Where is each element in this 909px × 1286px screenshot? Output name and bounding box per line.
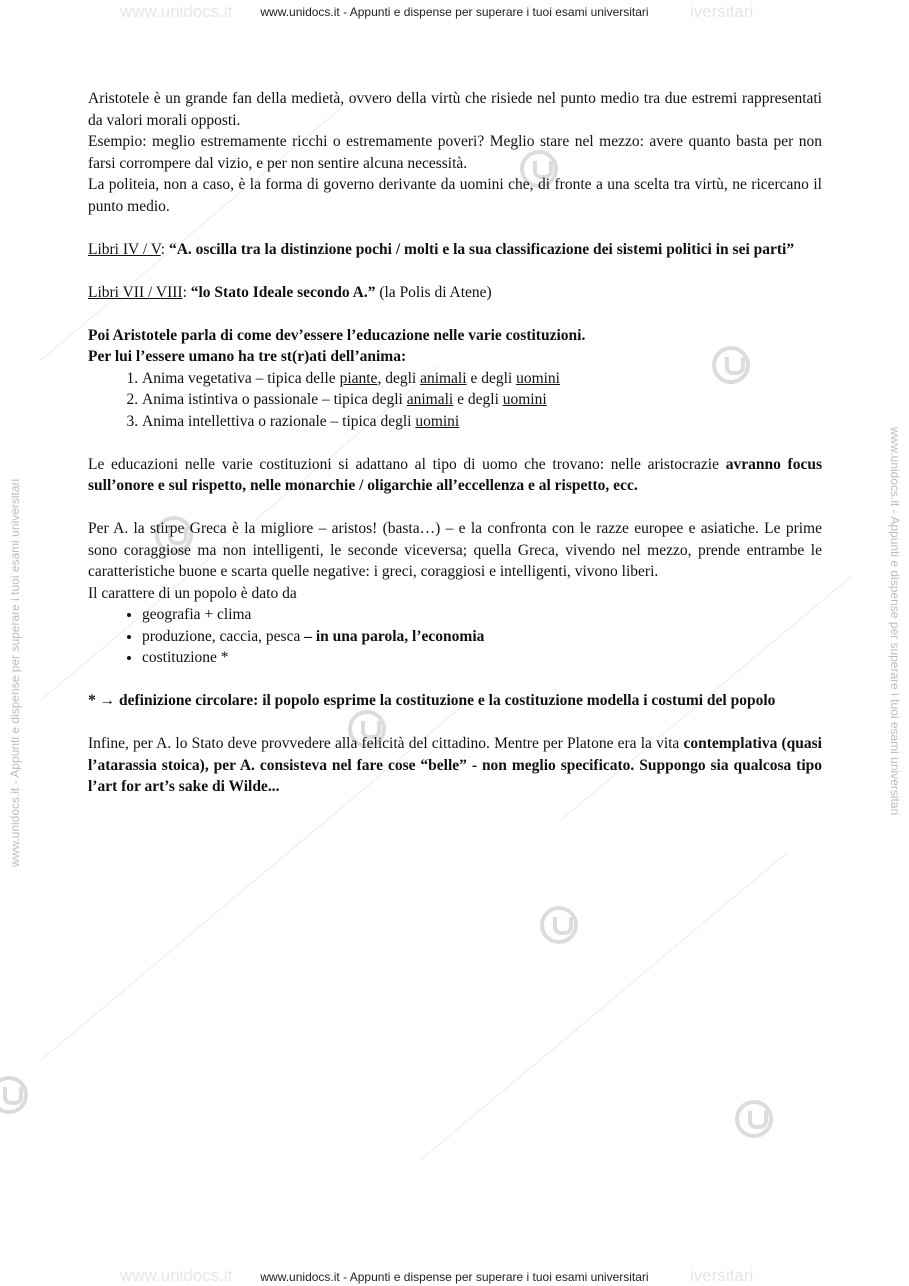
watermark-ghost-bottom: www.unidocs.it (120, 1266, 233, 1285)
watermark-ghost-top: www.unidocs.it (120, 2, 233, 21)
paragraph-educazioni: Le educazioni nelle varie costituzioni si adattano al tipo di uomo che trovano: nelle aristocrazie avranno focus sull’onore e sul rispetto, nelle monarchie / oligarchie all’eccellenza e al rispetto, ecc. (88, 455, 822, 494)
watermark-header: www.unidocs.it - Appunti e dispense per superare i tuoi esami universitari (260, 5, 649, 19)
watermark-logo-icon (0, 1076, 28, 1114)
list-item: • costituzione * (142, 647, 822, 669)
libri-iv-v-label: Libri IV / V (88, 240, 161, 258)
watermark-side-left: www.unidocs.it - Appunti e dispense per superare i tuoi esami universitari (8, 478, 22, 867)
paragraph-definizione-circolare: * → definizione circolare: il popolo esprime la costituzione e la costituzione modella i costumi del popolo (88, 692, 776, 709)
list-item: • produzione, caccia, pesca – in una parola, l’economia (142, 626, 822, 648)
list-item: 1. Anima vegetativa – tipica delle piante, degli animali e degli uomini (142, 368, 822, 390)
libri-vii-viii-sep: : (182, 283, 191, 301)
carattere-list (88, 604, 822, 669)
watermark-footer: www.unidocs.it - Appunti e dispense per superare i tuoi esami universitari (260, 1270, 649, 1284)
libri-vii-viii-tail: (la Polis di Atene) (375, 283, 492, 301)
paragraph-libri-vii-viii (88, 282, 822, 304)
paragraph-educazione-intro: Poi Aristotele parla di come dev’essere l’educazione nelle varie costituzioni. (88, 326, 586, 344)
libri-vii-viii-text: “lo Stato Ideale secondo A.” (190, 283, 376, 301)
list-item: 3. Anima intellettiva o razionale – tipica degli uomini (142, 411, 822, 433)
watermark-logo-icon (735, 1100, 773, 1138)
list-item: • geografia + clima (142, 604, 822, 626)
watermark-logo-icon (540, 906, 578, 944)
paragraph-esempio: Esempio: meglio estremamente ricchi o estremamente poveri? Meglio stare nel mezzo: avere quanto basta per non farsi corrompere dal vizio, e per non sentire alcuna necessità. (88, 133, 822, 172)
paragraph-medieta: Aristotele è un grande fan della medietà, ovvero della virtù che risiede nel punto medio tra due estremi rappresentati da valori morali opposti. (88, 90, 822, 129)
decorative-line (420, 851, 788, 1160)
paragraph-stirpe-greca: Per A. la stirpe Greca è la migliore – aristos! (basta…) – e la confronta con le razze europee e asiatiche. Le prime sono coraggiose ma non intelligenti, le seconde viceversa; quella Greca, vivendo nel mezzo, prende entrambe le caratteristiche buone e scarta quelle negative: i greci, coraggiosi e intelligenti, vivono liberi. (88, 520, 822, 580)
libri-iv-v-text: “A. oscilla tra la distinzione pochi / molti e la sua classificazione dei sistemi politici in sei parti” (168, 240, 795, 258)
watermark-ghost-bottom-right: iversitari (690, 1266, 754, 1285)
libri-vii-viii-label: Libri VII / VIII (88, 283, 183, 301)
paragraph-infine: Infine, per A. lo Stato deve provvedere alla felicità del cittadino. Mentre per Platone era la vita contemplativa (quasi l’atarassia stoica), per A. consisteva nel fare cose “belle” - non meglio specificato. Suppongo sia qualcosa tipo l’art for art’s sake di Wilde... (88, 735, 822, 795)
anima-list (88, 368, 822, 433)
paragraph-anima-intro: Per lui l’essere umano ha tre st(r)ati dell’anima: (88, 348, 407, 365)
libri-iv-v-sep: : (160, 240, 169, 258)
paragraph-libri-iv-v (88, 239, 822, 261)
paragraph-politeia: La politeia, non a caso, è la forma di governo derivante da uomini che, di fronte a una scelta tra virtù, ne ricercano il punto medio. (88, 176, 822, 215)
watermark-ghost-top-right: iversitari (690, 2, 754, 21)
watermark-side-right: www.unidocs.it - Appunti e dispense per superare i tuoi esami universitari (888, 427, 902, 816)
document-body (88, 88, 822, 798)
paragraph-carattere: Il carattere di un popolo è dato da (88, 584, 297, 602)
list-item: 2. Anima istintiva o passionale – tipica degli animali e degli uomini (142, 389, 822, 411)
